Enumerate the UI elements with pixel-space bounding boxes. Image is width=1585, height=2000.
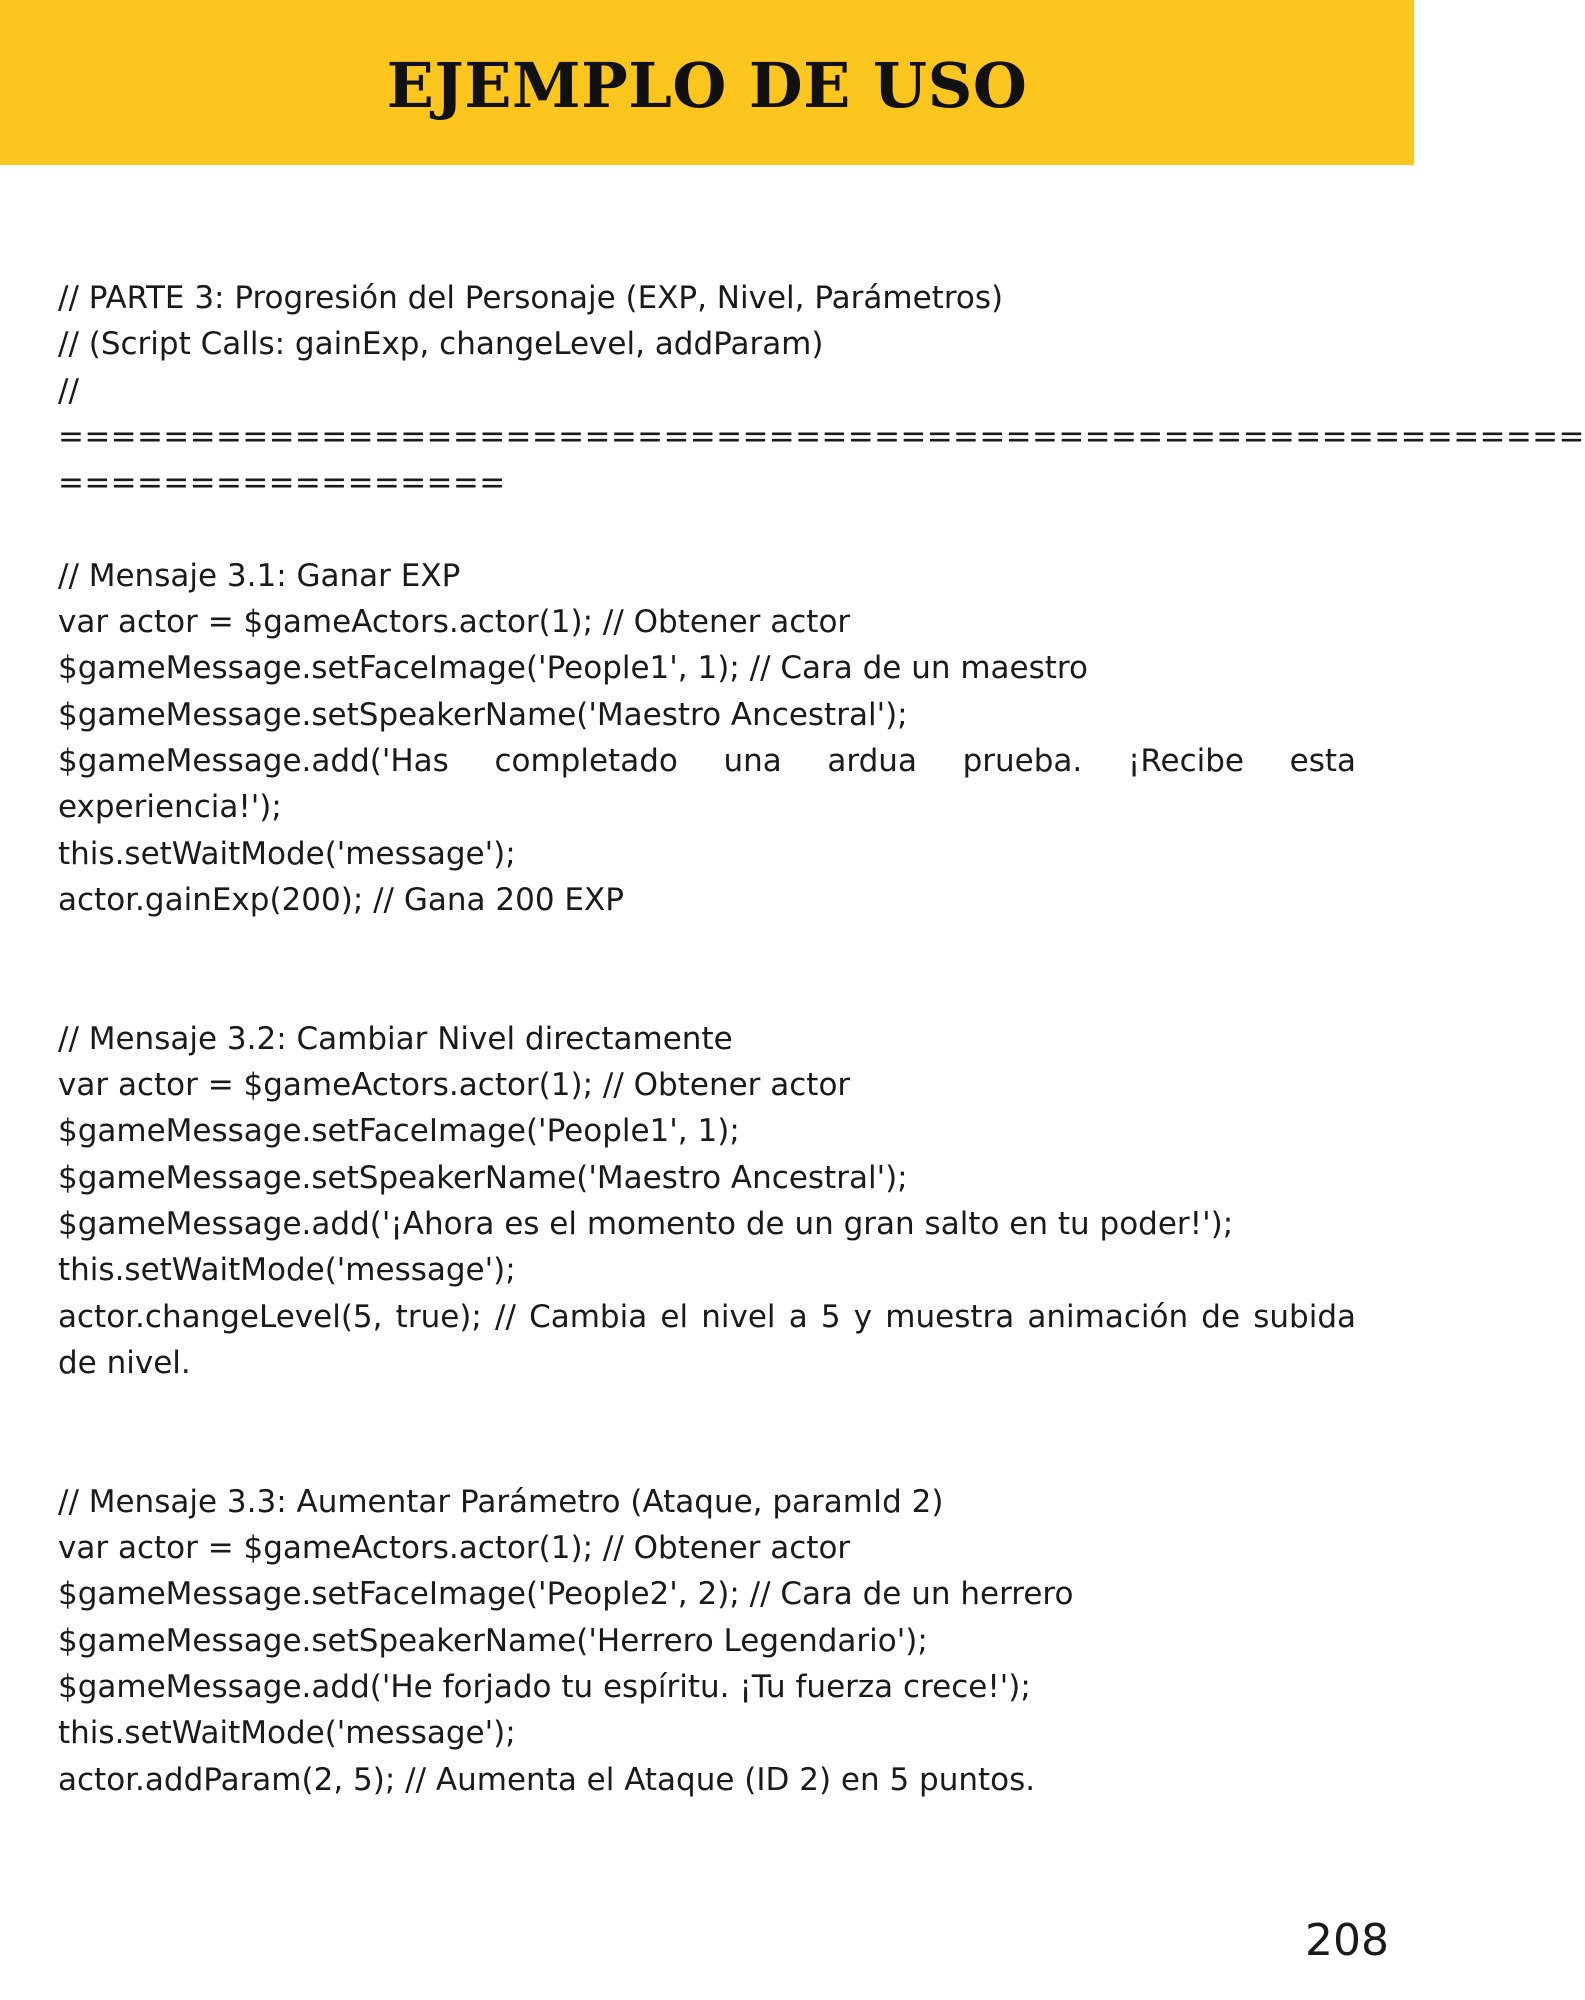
code-line: this.setWaitMode('message'); xyxy=(58,1715,516,1752)
page-number: 208 xyxy=(1305,1915,1389,1966)
section-comment: // Mensaje 3.1: Ganar EXP xyxy=(58,557,461,594)
code-line: $gameMessage.setSpeakerName('Maestro Ancestral'); xyxy=(58,696,908,733)
code-block xyxy=(58,275,1585,1803)
spacer xyxy=(58,506,1356,552)
code-line: var actor = $gameActors.actor(1); // Obtener actor xyxy=(58,1067,851,1104)
code-line: var actor = $gameActors.actor(1); // Obtener actor xyxy=(58,1530,851,1567)
header-banner xyxy=(0,0,1414,165)
code-line: actor.gainExp(200); // Gana 200 EXP xyxy=(58,881,624,918)
code-line: $gameMessage.setFaceImage('People2', 2); // Cara de un herrero xyxy=(58,1576,1074,1613)
code-line: $gameMessage.add('Has completado una ardua prueba. ¡Recibe esta experiencia!'); xyxy=(58,742,1356,826)
code-line: // xyxy=(58,372,79,409)
code-line: this.setWaitMode('message'); xyxy=(58,835,516,872)
spacer xyxy=(58,1386,1356,1432)
spacer xyxy=(58,923,1356,969)
code-line: $gameMessage.setSpeakerName('Maestro Ancestral'); xyxy=(58,1159,908,1196)
separator-line: ========================================================== xyxy=(58,418,1585,455)
code-line: // (Script Calls: gainExp, changeLevel, addParam) xyxy=(58,326,824,363)
spacer xyxy=(58,1432,1356,1478)
section-comment: // Mensaje 3.2: Cambiar Nivel directamente xyxy=(58,1020,733,1057)
code-line: this.setWaitMode('message'); xyxy=(58,1252,516,1289)
code-line: $gameMessage.setSpeakerName('Herrero Legendario'); xyxy=(58,1622,928,1659)
code-line: actor.changeLevel(5, true); // Cambia el nivel a 5 y muestra animación de subida de nivel. xyxy=(58,1298,1356,1381)
code-line: var actor = $gameActors.actor(1); // Obtener actor xyxy=(58,604,851,641)
code-line: $gameMessage.setFaceImage('People1', 1); xyxy=(58,1113,740,1150)
separator-line: ================= xyxy=(58,465,506,502)
code-line: $gameMessage.setFaceImage('People1', 1); // Cara de un maestro xyxy=(58,650,1088,687)
code-line: actor.addParam(2, 5); // Aumenta el Ataque (ID 2) en 5 puntos. xyxy=(58,1761,1036,1798)
section-comment: // Mensaje 3.3: Aumentar Parámetro (Ataque, paramId 2) xyxy=(58,1483,944,1520)
spacer xyxy=(58,969,1356,1015)
code-line: $gameMessage.add('He forjado tu espíritu. ¡Tu fuerza crece!'); xyxy=(58,1668,1031,1705)
code-line: $gameMessage.add('¡Ahora es el momento de un gran salto en tu poder!'); xyxy=(58,1205,1234,1242)
page-title: EJEMPLO DE USO xyxy=(386,49,1028,122)
code-line: // PARTE 3: Progresión del Personaje (EXP, Nivel, Parámetros) xyxy=(58,280,1004,316)
